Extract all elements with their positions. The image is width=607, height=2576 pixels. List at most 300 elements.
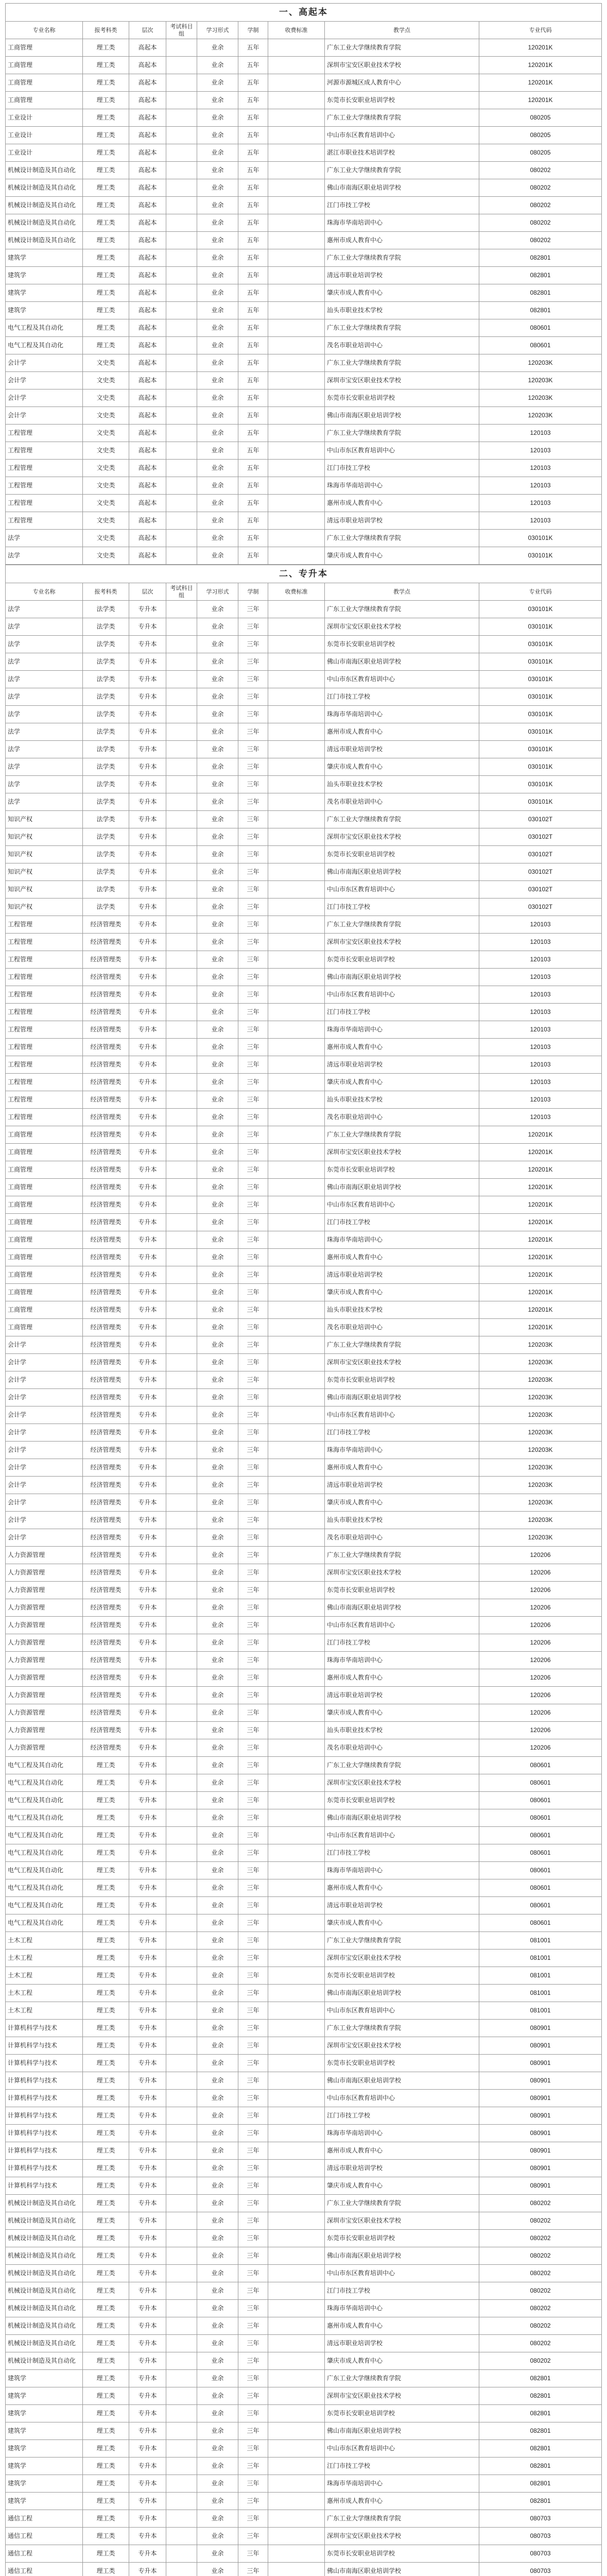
table-cell: [166, 1161, 197, 1179]
table-cell: [268, 460, 325, 477]
table-cell: 五年: [238, 530, 268, 547]
table-row: [6, 2177, 602, 2195]
table-cell: [166, 1652, 197, 1669]
table-cell: 知识产权: [6, 881, 83, 899]
table-cell: 专升本: [129, 2002, 166, 2020]
table-cell: 工程管理: [6, 969, 83, 986]
table-cell: [268, 1424, 325, 1442]
table-cell: [166, 2090, 197, 2107]
table-row: [6, 2300, 602, 2317]
table-cell: [268, 2125, 325, 2142]
table-cell: 三年: [238, 618, 268, 636]
table-cell: 肇庆市成人教育中心: [325, 1914, 479, 1932]
table-cell: 广东工业大学继续教育学院: [325, 1126, 479, 1144]
table-row: [6, 1757, 602, 1774]
table-cell: [268, 477, 325, 495]
enrollment-table-2: [5, 583, 602, 2576]
table-row: [6, 934, 602, 951]
table-cell: 业余: [197, 372, 238, 389]
table-cell: 专升本: [129, 723, 166, 741]
table-cell: 业余: [197, 1617, 238, 1634]
table-cell: 会计学: [6, 389, 83, 407]
table-cell: 三年: [238, 1091, 268, 1109]
table-cell: [166, 1214, 197, 1231]
table-row: [6, 2037, 602, 2055]
table-cell: 专升本: [129, 1634, 166, 1652]
table-cell: [268, 2510, 325, 2528]
table-cell: [268, 39, 325, 57]
table-cell: 五年: [238, 337, 268, 354]
table-cell: [166, 249, 197, 267]
table-cell: 江门市技工学校: [325, 1634, 479, 1652]
table-cell: 120203K: [479, 1459, 602, 1477]
table-row: [6, 1950, 602, 1967]
table-cell: 业余: [197, 1319, 238, 1336]
table-cell: 清远市职业培训学校: [325, 2160, 479, 2177]
table-cell: 专升本: [129, 2265, 166, 2282]
table-cell: [166, 2020, 197, 2037]
table-cell: 工程管理: [6, 934, 83, 951]
table-cell: [166, 2317, 197, 2335]
table-cell: 专升本: [129, 2422, 166, 2440]
table-cell: 五年: [238, 162, 268, 179]
table-cell: 五年: [238, 109, 268, 127]
table-cell: 120206: [479, 1687, 602, 1704]
table-cell: 三年: [238, 1161, 268, 1179]
table-cell: 工程管理: [6, 1074, 83, 1091]
table-cell: 高起本: [129, 127, 166, 144]
table-cell: 深圳市宝安区职业技术学校: [325, 57, 479, 74]
table-cell: 经济管理类: [83, 1687, 129, 1704]
table-cell: [166, 1914, 197, 1932]
table-cell: 专升本: [129, 2405, 166, 2422]
table-cell: 土木工程: [6, 1985, 83, 2002]
table-cell: 广东工业大学继续教育学院: [325, 2020, 479, 2037]
table-cell: 广东工业大学继续教育学院: [325, 249, 479, 267]
table-row: [6, 951, 602, 969]
table-cell: 三年: [238, 1179, 268, 1196]
table-cell: 经济管理类: [83, 1739, 129, 1757]
table-cell: 法学类: [83, 636, 129, 653]
table-cell: 佛山市南海区职业培训学校: [325, 1389, 479, 1406]
table-row: [6, 1897, 602, 1914]
table-cell: [166, 232, 197, 249]
table-cell: 汕头市职业技术学校: [325, 1301, 479, 1319]
table-cell: 120203K: [479, 354, 602, 372]
table-cell: 理工类: [83, 2405, 129, 2422]
table-cell: 三年: [238, 1354, 268, 1371]
table-cell: 理工类: [83, 249, 129, 267]
table-cell: 广东工业大学继续教育学院: [325, 1336, 479, 1354]
column-header: 考试科目组: [166, 583, 197, 601]
table-cell: [268, 1914, 325, 1932]
table-cell: 三年: [238, 2370, 268, 2387]
table-cell: [268, 1739, 325, 1757]
table-cell: [268, 688, 325, 706]
table-cell: 通信工程: [6, 2528, 83, 2545]
table-cell: 计算机科学与技术: [6, 2020, 83, 2037]
table-cell: [268, 1144, 325, 1161]
table-cell: 082801: [479, 267, 602, 284]
table-cell: [166, 1249, 197, 1266]
table-cell: 业余: [197, 1704, 238, 1722]
table-cell: 业余: [197, 1021, 238, 1039]
table-cell: [166, 1074, 197, 1091]
table-cell: 东莞市长安职业培训学校: [325, 951, 479, 969]
table-cell: 120103: [479, 1056, 602, 1074]
table-cell: 080901: [479, 2055, 602, 2072]
table-row: [6, 1196, 602, 1214]
table-cell: 专升本: [129, 1985, 166, 2002]
table-cell: 理工类: [83, 1967, 129, 1985]
table-row: [6, 389, 602, 407]
table-cell: 法学: [6, 671, 83, 688]
table-row: [6, 688, 602, 706]
table-cell: 经济管理类: [83, 1477, 129, 1494]
table-cell: 120103: [479, 477, 602, 495]
table-cell: 业余: [197, 1564, 238, 1582]
table-cell: 业余: [197, 688, 238, 706]
table-row: [6, 127, 602, 144]
table-cell: 120201K: [479, 1161, 602, 1179]
table-row: [6, 1266, 602, 1284]
column-header: 收费标准: [268, 583, 325, 601]
table-cell: [166, 671, 197, 688]
table-cell: [166, 1512, 197, 1529]
table-cell: 业余: [197, 92, 238, 109]
table-cell: 080202: [479, 2230, 602, 2247]
table-cell: 业余: [197, 1161, 238, 1179]
table-cell: [166, 2563, 197, 2576]
table-cell: 专升本: [129, 2317, 166, 2335]
table-cell: [268, 2107, 325, 2125]
table-cell: 工商管理: [6, 1144, 83, 1161]
table-cell: 专升本: [129, 1109, 166, 1126]
table-cell: 计算机科学与技术: [6, 2090, 83, 2107]
table-row: [6, 302, 602, 319]
table-cell: 广东工业大学继续教育学院: [325, 1757, 479, 1774]
table-cell: 082801: [479, 249, 602, 267]
table-row: [6, 214, 602, 232]
table-cell: 三年: [238, 916, 268, 934]
table-cell: 肇庆市成人教育中心: [325, 2352, 479, 2370]
table-cell: 汕头市职业技术学校: [325, 302, 479, 319]
table-cell: 深圳市宝安区职业技术学校: [325, 618, 479, 636]
column-header: 报考科类: [83, 583, 129, 601]
table-cell: [166, 828, 197, 846]
table-cell: 法学: [6, 723, 83, 741]
table-cell: 理工类: [83, 1932, 129, 1950]
table-cell: 工程管理: [6, 460, 83, 477]
table-cell: [268, 2037, 325, 2055]
table-cell: [268, 1652, 325, 1669]
table-cell: 理工类: [83, 2125, 129, 2142]
table-cell: 业余: [197, 1809, 238, 1827]
table-cell: [166, 2370, 197, 2387]
table-cell: 五年: [238, 144, 268, 162]
table-cell: 三年: [238, 2282, 268, 2300]
table-cell: 业余: [197, 863, 238, 881]
table-cell: 清远市职业培训学校: [325, 267, 479, 284]
table-cell: 法学类: [83, 653, 129, 671]
table-cell: 120201K: [479, 1126, 602, 1144]
table-cell: 会计学: [6, 1459, 83, 1477]
table-cell: 惠州市成人教育中心: [325, 1039, 479, 1056]
table-cell: 业余: [197, 1354, 238, 1371]
table-cell: [166, 1336, 197, 1354]
table-cell: 业余: [197, 1091, 238, 1109]
table-cell: 三年: [238, 1249, 268, 1266]
table-cell: 业余: [197, 530, 238, 547]
table-cell: 080901: [479, 2125, 602, 2142]
table-cell: 通信工程: [6, 2563, 83, 2576]
table-cell: 建筑学: [6, 2493, 83, 2510]
table-cell: 知识产权: [6, 846, 83, 863]
table-cell: 工程管理: [6, 1056, 83, 1074]
table-row: [6, 2545, 602, 2563]
table-cell: 经济管理类: [83, 1354, 129, 1371]
table-cell: 经济管理类: [83, 1144, 129, 1161]
table-cell: 专升本: [129, 1161, 166, 1179]
table-cell: 业余: [197, 1774, 238, 1792]
table-row: [6, 547, 602, 565]
table-cell: [268, 512, 325, 530]
table-cell: 机械设计制造及其自动化: [6, 2195, 83, 2212]
table-cell: 专升本: [129, 1582, 166, 1599]
table-cell: 业余: [197, 1985, 238, 2002]
table-cell: 业余: [197, 706, 238, 723]
table-cell: 经济管理类: [83, 1249, 129, 1266]
table-cell: 理工类: [83, 1879, 129, 1897]
table-cell: [166, 1809, 197, 1827]
table-cell: 工业设计: [6, 144, 83, 162]
table-cell: [166, 547, 197, 565]
table-cell: [268, 2528, 325, 2545]
table-cell: 知识产权: [6, 899, 83, 916]
table-cell: 五年: [238, 74, 268, 92]
table-cell: 五年: [238, 372, 268, 389]
table-cell: 业余: [197, 1126, 238, 1144]
table-cell: 三年: [238, 1757, 268, 1774]
table-cell: 三年: [238, 1074, 268, 1091]
table-cell: 中山市东区教育培训中心: [325, 2265, 479, 2282]
table-cell: 专升本: [129, 2107, 166, 2125]
table-cell: 法学: [6, 636, 83, 653]
table-cell: 082801: [479, 2387, 602, 2405]
table-cell: 建筑学: [6, 249, 83, 267]
table-cell: 高起本: [129, 74, 166, 92]
table-cell: 河源市源城区成人教育中心: [325, 74, 479, 92]
table-cell: 江门市技工学校: [325, 1844, 479, 1862]
table-cell: [166, 354, 197, 372]
table-cell: 东莞市长安职业培训学校: [325, 846, 479, 863]
table-row: [6, 706, 602, 723]
table-cell: 理工类: [83, 2563, 129, 2576]
table-cell: 法学类: [83, 671, 129, 688]
table-row: [6, 407, 602, 425]
table-cell: [268, 407, 325, 425]
table-cell: 专升本: [129, 1792, 166, 1809]
table-cell: 120103: [479, 969, 602, 986]
table-row: [6, 144, 602, 162]
table-cell: [268, 1371, 325, 1389]
table-cell: [268, 2142, 325, 2160]
table-cell: 030101K: [479, 758, 602, 776]
table-cell: 中山市东区教育培训中心: [325, 1196, 479, 1214]
table-cell: [268, 249, 325, 267]
table-cell: 080703: [479, 2545, 602, 2563]
table-cell: 广东工业大学继续教育学院: [325, 319, 479, 337]
table-row: [6, 2230, 602, 2247]
table-cell: [268, 1617, 325, 1634]
table-cell: 业余: [197, 2072, 238, 2090]
table-cell: [166, 1774, 197, 1792]
table-cell: [166, 1004, 197, 1021]
table-cell: 东莞市长安职业培训学校: [325, 1161, 479, 1179]
table-cell: 三年: [238, 2563, 268, 2576]
table-cell: 业余: [197, 1914, 238, 1932]
table-row: [6, 2072, 602, 2090]
table-cell: 建筑学: [6, 2475, 83, 2493]
table-cell: 业余: [197, 934, 238, 951]
table-cell: 工程管理: [6, 951, 83, 969]
table-cell: [268, 969, 325, 986]
table-cell: 三年: [238, 1512, 268, 1529]
table-cell: 佛山市南海区职业培训学校: [325, 1599, 479, 1617]
table-cell: 业余: [197, 1284, 238, 1301]
table-row: [6, 2475, 602, 2493]
table-cell: 三年: [238, 1529, 268, 1547]
table-row: [6, 1354, 602, 1371]
table-cell: 理工类: [83, 1897, 129, 1914]
table-cell: 工商管理: [6, 57, 83, 74]
table-cell: 五年: [238, 442, 268, 460]
table-cell: [166, 284, 197, 302]
table-cell: 三年: [238, 1897, 268, 1914]
table-cell: 业余: [197, 1144, 238, 1161]
table-row: [6, 2528, 602, 2545]
table-row: [6, 1617, 602, 1634]
table-cell: 业余: [197, 846, 238, 863]
table-cell: 120201K: [479, 1249, 602, 1266]
table-cell: 机械设计制造及其自动化: [6, 179, 83, 197]
table-row: [6, 477, 602, 495]
table-cell: 三年: [238, 2335, 268, 2352]
table-row: [6, 1634, 602, 1652]
table-cell: 专升本: [129, 2090, 166, 2107]
table-cell: 三年: [238, 1827, 268, 1844]
table-cell: 珠海市华南培训中心: [325, 214, 479, 232]
table-cell: [268, 214, 325, 232]
table-cell: 专升本: [129, 2387, 166, 2405]
table-row: [6, 530, 602, 547]
table-cell: 业余: [197, 1879, 238, 1897]
table-cell: 清远市职业培训学校: [325, 1687, 479, 1704]
table-cell: 法学: [6, 688, 83, 706]
table-cell: 专升本: [129, 618, 166, 636]
table-cell: 专升本: [129, 1494, 166, 1512]
section-title: 一、高起本: [5, 3, 602, 21]
table-cell: 业余: [197, 267, 238, 284]
table-cell: [268, 1582, 325, 1599]
table-cell: 业余: [197, 1214, 238, 1231]
table-cell: 理工类: [83, 2247, 129, 2265]
table-cell: 三年: [238, 899, 268, 916]
table-cell: 高起本: [129, 389, 166, 407]
table-cell: [268, 1406, 325, 1424]
table-cell: 高起本: [129, 495, 166, 512]
table-cell: 电气工程及其自动化: [6, 1792, 83, 1809]
table-cell: 人力资源管理: [6, 1564, 83, 1582]
table-cell: [166, 934, 197, 951]
table-cell: 专升本: [129, 1599, 166, 1617]
table-cell: 东莞市长安职业培训学校: [325, 92, 479, 109]
table-cell: [268, 618, 325, 636]
table-cell: [166, 1144, 197, 1161]
table-cell: 高起本: [129, 425, 166, 442]
table-cell: 120201K: [479, 1196, 602, 1214]
table-cell: [268, 846, 325, 863]
table-cell: [166, 1494, 197, 1512]
table-cell: 理工类: [83, 1774, 129, 1792]
table-cell: 业余: [197, 793, 238, 811]
table-cell: 机械设计制造及其自动化: [6, 232, 83, 249]
table-cell: 三年: [238, 2177, 268, 2195]
table-cell: 理工类: [83, 2510, 129, 2528]
table-cell: 中山市东区教育培训中心: [325, 442, 479, 460]
table-cell: 经济管理类: [83, 1284, 129, 1301]
table-cell: 120203K: [479, 1494, 602, 1512]
table-cell: 广东工业大学继续教育学院: [325, 2195, 479, 2212]
table-row: [6, 232, 602, 249]
table-cell: [268, 337, 325, 354]
table-cell: 理工类: [83, 232, 129, 249]
table-cell: 三年: [238, 2265, 268, 2282]
table-cell: 文史类: [83, 389, 129, 407]
table-cell: 081001: [479, 2002, 602, 2020]
table-cell: 人力资源管理: [6, 1739, 83, 1757]
table-cell: 业余: [197, 1599, 238, 1617]
table-cell: 三年: [238, 1634, 268, 1652]
table-cell: 肇庆市成人教育中心: [325, 2177, 479, 2195]
table-cell: 专升本: [129, 1897, 166, 1914]
table-cell: 佛山市南海区职业培训学校: [325, 1809, 479, 1827]
table-cell: 经济管理类: [83, 1231, 129, 1249]
table-cell: 江门市技工学校: [325, 899, 479, 916]
table-row: [6, 1739, 602, 1757]
table-cell: 业余: [197, 512, 238, 530]
table-cell: 120206: [479, 1564, 602, 1582]
table-cell: 法学类: [83, 863, 129, 881]
table-row: [6, 2563, 602, 2576]
table-cell: 知识产权: [6, 863, 83, 881]
table-cell: 工商管理: [6, 74, 83, 92]
table-cell: [268, 1319, 325, 1336]
table-cell: 经济管理类: [83, 1424, 129, 1442]
table-cell: 业余: [197, 1301, 238, 1319]
table-cell: [166, 688, 197, 706]
table-cell: 三年: [238, 828, 268, 846]
table-cell: [268, 1301, 325, 1319]
table-cell: 经济管理类: [83, 1004, 129, 1021]
table-cell: 惠州市成人教育中心: [325, 2317, 479, 2335]
table-cell: 三年: [238, 1056, 268, 1074]
table-cell: 五年: [238, 57, 268, 74]
table-row: [6, 723, 602, 741]
table-cell: 建筑学: [6, 2440, 83, 2458]
table-cell: 三年: [238, 2002, 268, 2020]
table-cell: 专升本: [129, 706, 166, 723]
